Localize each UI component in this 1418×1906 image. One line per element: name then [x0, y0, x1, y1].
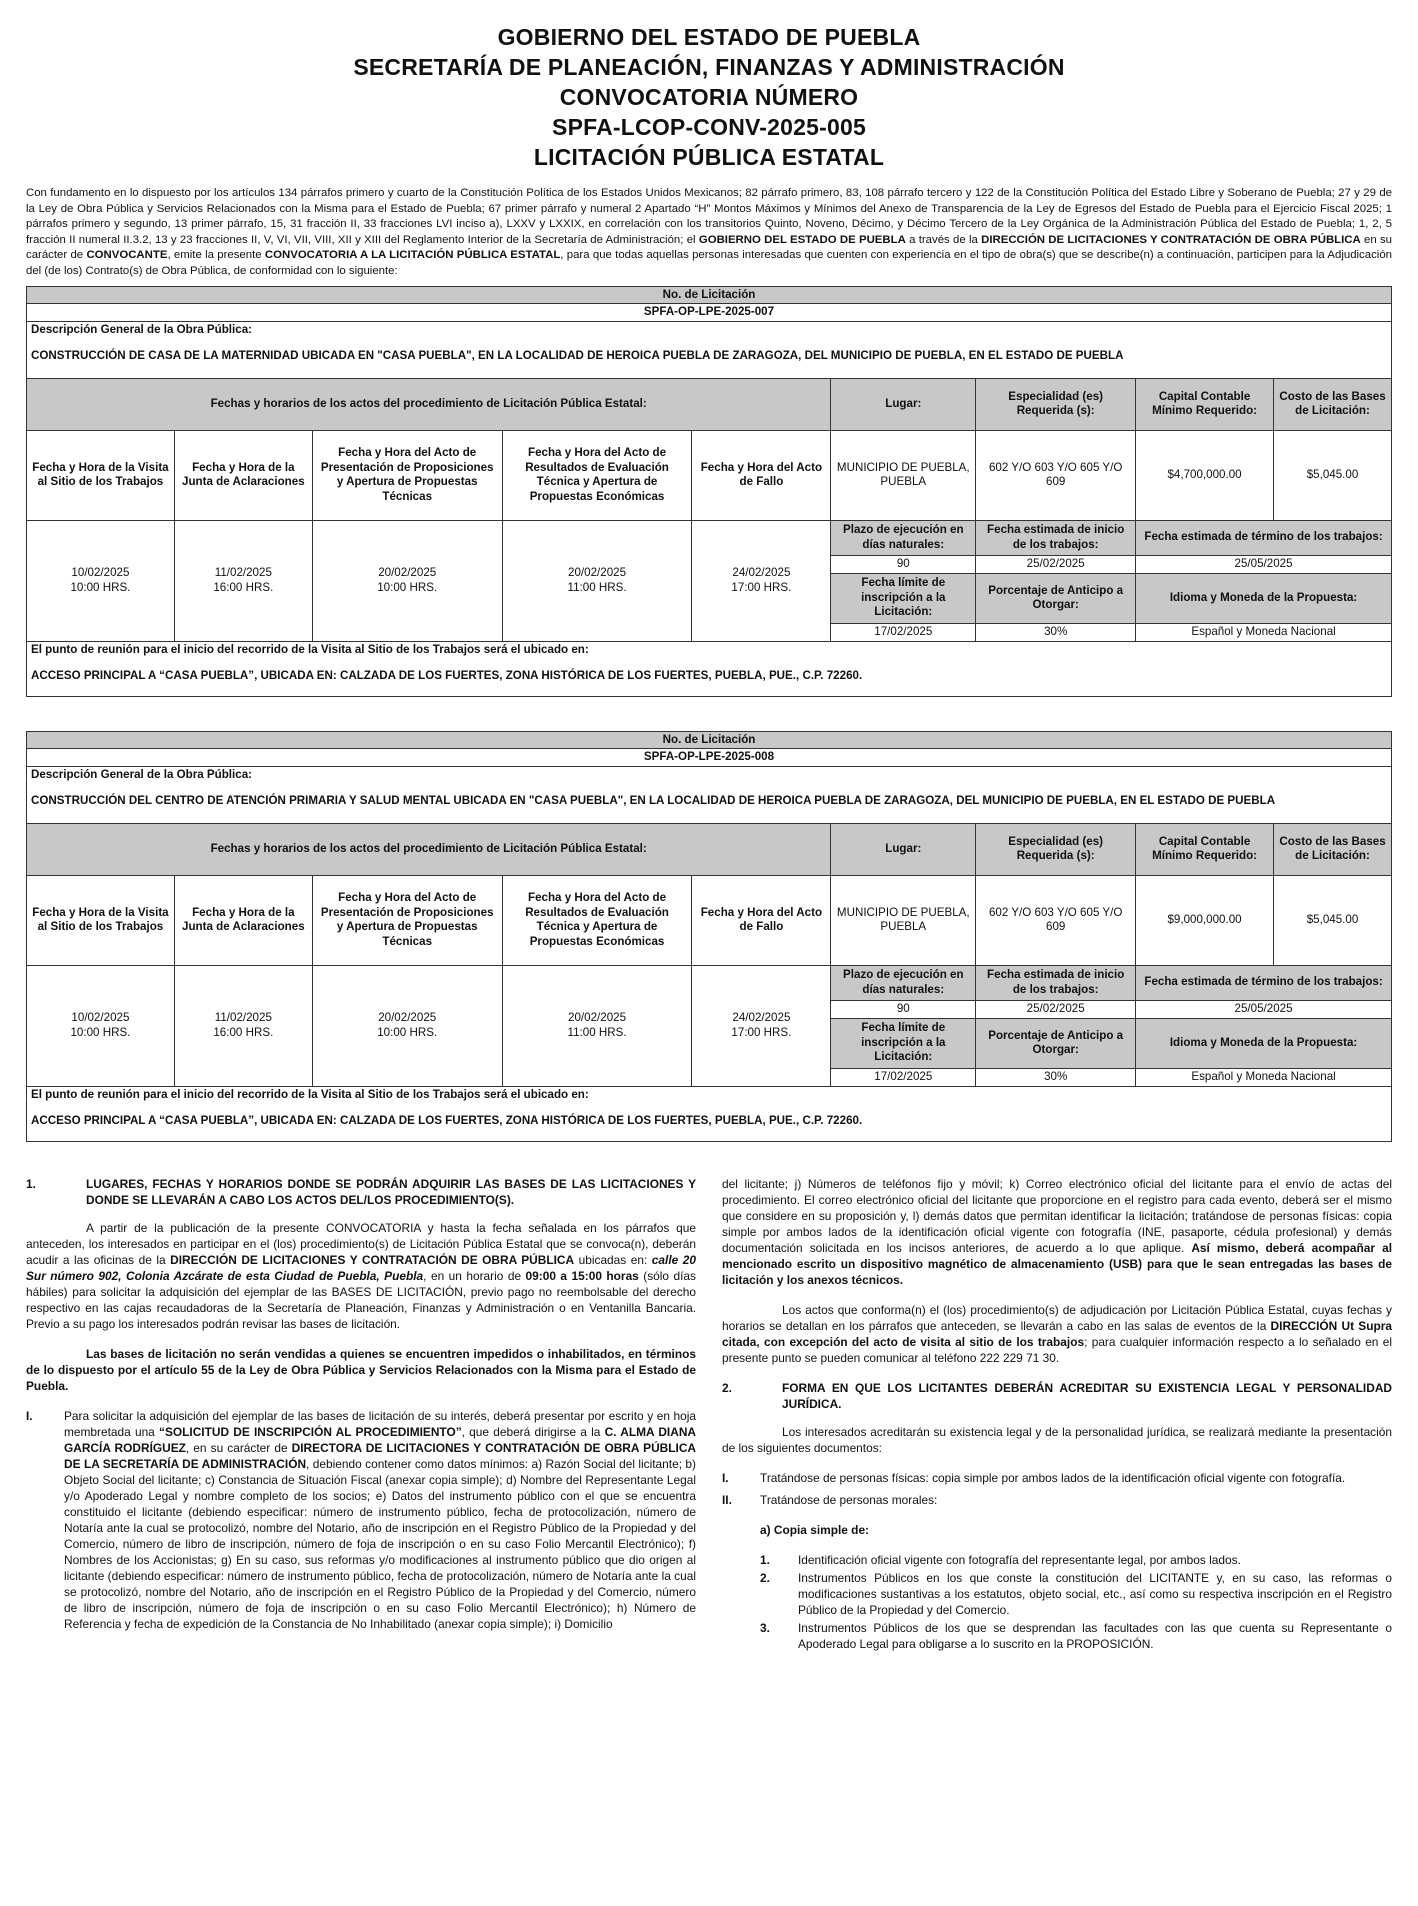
- item-text: Identificación oficial vigente con fotografía del representante legal, por ambos lados.: [798, 1552, 1241, 1567]
- time: 16:00 HRS.: [213, 580, 274, 594]
- inicio-value: 25/02/2025: [976, 555, 1136, 573]
- capital-value: $4,700,000.00: [1136, 430, 1274, 520]
- plazo-label: Plazo de ejecución en días naturales:: [831, 520, 976, 555]
- description-label: Descripción General de la Obra Pública:: [31, 322, 253, 336]
- time: 10:00 HRS.: [70, 580, 131, 594]
- right-column: [722, 1176, 1392, 1654]
- costo-label: Costo de las Bases de Licitación:: [1274, 378, 1392, 430]
- intro-bold-3: CONVOCANTE: [86, 249, 168, 262]
- bold-text: Así mismo, deberá acompañar al mencionado escrito un dispositivo magnético de almacenamiento (USB) para que le sean entregadas las bases de licitación y los anexos técnicos.: [722, 1240, 1392, 1287]
- presentacion-label: Fecha y Hora del Acto de Presentación de Proposiciones y Apertura de Propuestas Técnicas: [312, 875, 502, 965]
- date: 20/02/2025: [568, 566, 627, 580]
- fallo-label: Fecha y Hora del Acto de Fallo: [692, 875, 831, 965]
- plazo-value: 90: [831, 555, 976, 573]
- item-number: II.: [722, 1492, 732, 1507]
- fechas-header: Fechas y horarios de los actos del procedimiento de Licitación Pública Estatal:: [27, 378, 831, 430]
- termino-label: Fecha estimada de término de los trabajos:: [1136, 520, 1392, 555]
- plazo-value: 90: [831, 1000, 976, 1018]
- intro-text-3: en su carácter de: [26, 233, 1393, 262]
- presentacion-label: Fecha y Hora del Acto de Presentación de Proposiciones y Apertura de Propuestas Técnicas: [312, 430, 502, 520]
- limite-label: Fecha límite de inscripción a la Licitación:: [831, 1018, 976, 1068]
- visita-label: Fecha y Hora de la Visita al Sitio de los Trabajos: [27, 875, 175, 965]
- item-number: 2.: [760, 1570, 770, 1585]
- bold-text: C. ALMA DIANA GARCÍA RODRÍGUEZ: [64, 1424, 696, 1455]
- description-cell: [27, 766, 1392, 823]
- item-number: 3.: [760, 1620, 770, 1635]
- meeting-point-cell: [27, 641, 1392, 696]
- plazo-label: Plazo de ejecución en días naturales:: [831, 965, 976, 1000]
- fallo-label: Fecha y Hora del Acto de Fallo: [692, 430, 831, 520]
- especialidad-label: Especialidad (es) Requerida (s):: [976, 823, 1136, 875]
- section-2-heading: [722, 1380, 1392, 1412]
- schedule-text: 09:00 a 15:00 horas: [525, 1268, 639, 1283]
- intro-text-4: , emite la presente: [167, 249, 265, 262]
- junta-label: Fecha y Hora de la Junta de Aclaraciones: [174, 430, 312, 520]
- meeting-point-label: El punto de reunión para el inicio del recorrido de la Visita al Sitio de los Trabajos será el ubicado en:: [31, 642, 589, 656]
- licitacion-table-2: [26, 731, 1392, 1142]
- especialidad-value: 602 Y/O 603 Y/O 605 Y/O 609: [976, 875, 1136, 965]
- visita-value: [27, 520, 175, 641]
- header-line-3: CONVOCATORIA NÚMERO: [559, 84, 859, 110]
- time: 10:00 HRS.: [377, 580, 438, 594]
- idioma-label: Idioma y Moneda de la Propuesta:: [1136, 1018, 1392, 1068]
- meeting-point-cell: [27, 1086, 1392, 1141]
- bold-text: DIRECCIÓN DE LICITACIONES Y CONTRATACIÓN DE OBRA PÚBLICA: [170, 1252, 575, 1267]
- time: 11:00 HRS.: [567, 1025, 627, 1039]
- licitacion-number: SPFA-OP-LPE-2025-007: [27, 304, 1392, 322]
- limite-value: 17/02/2025: [831, 1068, 976, 1086]
- idioma-value: Español y Moneda Nacional: [1136, 1068, 1392, 1086]
- sub-item-3: [760, 1620, 1392, 1652]
- section-1-title: LUGARES, FECHAS Y HORARIOS DONDE SE PODRÁN ADQUIRIR LAS BASES DE LAS LICITACIONES Y DONDE SE LLEVARÁN A CABO LOS ACTOS DEL/LOS PROCEDIMIENTO(S).: [86, 1176, 696, 1207]
- item-right-II: [722, 1492, 1392, 1508]
- time: 10:00 HRS.: [70, 1025, 131, 1039]
- bold-text: DIRECCIÓN Ut Supra citada, con excepción del acto de visita al sitio de los trabajos: [722, 1318, 1392, 1349]
- text: (sólo días hábiles) para solicitar la adquisición del ejemplar de las BASES DE LICITACIÓN, previo pago no reembolsable del derecho respectivo en las cajas recaudadoras de la Secretaría de Planeación, Finanzas y Administración o en Ventanilla Bancaria. Previo a su pago los interesados podrán revisar las bases de licitación.: [26, 1268, 696, 1331]
- costo-label: Costo de las Bases de Licitación:: [1274, 823, 1392, 875]
- intro-text-2: a través de la: [905, 233, 982, 246]
- section-1-paragraph-1: [26, 1220, 696, 1332]
- header-line-1: GOBIERNO DEL ESTADO DE PUEBLA: [497, 24, 921, 50]
- inicio-label: Fecha estimada de inicio de los trabajos:: [976, 520, 1136, 555]
- text: ubicadas en:: [574, 1252, 652, 1267]
- lugar-label: Lugar:: [831, 823, 976, 875]
- left-column: [26, 1176, 696, 1654]
- junta-label: Fecha y Hora de la Junta de Aclaraciones: [174, 875, 312, 965]
- section-2-number: 2.: [722, 1380, 732, 1395]
- text: , en un horario de: [423, 1268, 526, 1283]
- date: 20/02/2025: [378, 566, 437, 580]
- item-text: Instrumentos Públicos en los que conste la constitución del LICITANTE y, en su caso, las reformas o modificaciones sustantivas a los estatutos, objeto social, etc., así como su respectiva inscripción en el Registro Público de la Propiedad y del Comercio.: [798, 1570, 1392, 1617]
- item-text: Instrumentos Públicos de los que se desprendan las facultades con las que cuenta su Representante o Apoderado Legal para obligarse a lo suscrito en la PROPOSICIÓN.: [798, 1620, 1392, 1651]
- bold-text: “SOLICITUD DE INSCRIPCIÓN AL PROCEDIMIENTO”: [159, 1424, 462, 1439]
- termino-value: 25/05/2025: [1136, 555, 1392, 573]
- limite-label: Fecha límite de inscripción a la Licitación:: [831, 573, 976, 623]
- intro-text-5: , para que todas aquellas personas interesadas que cuenten con experiencia en el tipo de obra(s) que se describe(n) a continuación, participen para la Adjudicación del (de los) Contrato(s) de Obra Pública, de conformidad con lo siguiente:: [26, 249, 1392, 277]
- sub-item-2: [760, 1570, 1392, 1618]
- costo-value: $5,045.00: [1274, 430, 1392, 520]
- description-text: CONSTRUCCIÓN DE CASA DE LA MATERNIDAD UBICADA EN "CASA PUEBLA", EN LA LOCALIDAD DE HEROICA PUEBLA DE ZARAGOZA, DEL MUNICIPIO DE PUEBLA, EN EL ESTADO DE PUEBLA: [31, 349, 1124, 363]
- fallo-value: [692, 965, 831, 1086]
- lugar-value: MUNICIPIO DE PUEBLA, PUEBLA: [831, 430, 976, 520]
- text: Los actos que conforma(n) el (los) procedimiento(s) de adjudicación por Licitación Pública Estatal, cuyas fechas y horarios se detallan en los párrafos que anteceden, se llevarán a cabo en las salas de eventos de la: [722, 1302, 1392, 1333]
- capital-label: Capital Contable Mínimo Requerido:: [1136, 378, 1274, 430]
- date: 24/02/2025: [732, 566, 791, 580]
- section-2-title: FORMA EN QUE LOS LICITANTES DEBERÁN ACREDITAR SU EXISTENCIA LEGAL Y PERSONALIDAD JURÍDICA.: [782, 1380, 1392, 1411]
- text: A partir de la publicación de la presente CONVOCATORIA y hasta la fecha señalada en los párrafos que anteceden, los interesados en participar en el (los) procedimiento(s) de Licitación Pública Estatal que se convoca(n), deberán acudir a las oficinas de la: [26, 1220, 696, 1267]
- meeting-point-label: El punto de reunión para el inicio del recorrido de la Visita al Sitio de los Trabajos será el ubicado en:: [31, 1087, 589, 1101]
- licitaciones-container: [26, 286, 1392, 1142]
- item-text: Tratándose de personas morales:: [760, 1492, 938, 1507]
- no-licitacion-label: No. de Licitación: [27, 731, 1392, 749]
- costo-value: $5,045.00: [1274, 875, 1392, 965]
- capital-label: Capital Contable Mínimo Requerido:: [1136, 823, 1274, 875]
- junta-value: [174, 965, 312, 1086]
- licitacion-table-1: [26, 286, 1392, 697]
- time: 17:00 HRS.: [731, 580, 792, 594]
- meeting-point-value: ACCESO PRINCIPAL A “CASA PUEBLA”, UBICADA EN: CALZADA DE LOS FUERTES, ZONA HISTÓRICA DE LOS FUERTES, PUEBLA, PUE., C.P. 72260.: [31, 1114, 863, 1128]
- bold-text: DIRECTORA DE LICITACIONES Y CONTRATACIÓN DE OBRA PÚBLICA DE LA SECRETARÍA DE ADMINISTRACIÓN: [64, 1440, 696, 1471]
- header-line-5: LICITACIÓN PÚBLICA ESTATAL: [533, 144, 885, 170]
- fechas-header: Fechas y horarios de los actos del procedimiento de Licitación Pública Estatal:: [27, 823, 831, 875]
- text: , que deberá dirigirse a la: [461, 1424, 605, 1439]
- visita-value: [27, 965, 175, 1086]
- document-header: [26, 22, 1392, 172]
- resultados-label: Fecha y Hora del Acto de Resultados de Evaluación Técnica y Apertura de Propuestas Económicas: [502, 875, 692, 965]
- limite-value: 17/02/2025: [831, 623, 976, 641]
- date: 10/02/2025: [71, 566, 130, 580]
- section-1-paragraph-2: Las bases de licitación no serán vendidas a quienes se encuentren impedidos o inhabilitados, en términos de lo dispuesto por el artículo 55 de la Ley de Obra Pública y Servicios Relacionados con la Misma para el Estado de Puebla.: [26, 1346, 696, 1393]
- meeting-point-value: ACCESO PRINCIPAL A “CASA PUEBLA”, UBICADA EN: CALZADA DE LOS FUERTES, ZONA HISTÓRICA DE LOS FUERTES, PUEBLA, PUE., C.P. 72260.: [31, 669, 863, 683]
- resultados-value: [502, 520, 692, 641]
- sub-a: a) Copia simple de:: [760, 1522, 870, 1537]
- intro-text-1: Con fundamento en lo dispuesto por los artículos 134 párrafos primero y cuarto de la Constitución Política de los Estados Unidos Mexicanos; 82 párrafo primero, 83, 108 párrafo tercero y 122 de la Constitución Política del Estado Libre y Soberano de Puebla; 27 y 29 de la Ley de Obra Pública y Servicios Relacionados con la Misma para el Estado de Puebla; 67 primer párrafo y numeral 2 Apartado “H” Montos Máximos y Mínimos del Anexo de Transparencia de la Ley de Egresos del Estado de Puebla para el Ejercicio Fiscal 2025; 1 párrafos primero y segundo, 13 primer párrafo, 15, 31 fracción II, 33 fracciones LVI inciso a), LXXV y LXXIX, en correlación con los transitorios Quinto, Noveno, Décimo, y Décimo Tercero de la Ley Orgánica de la Administración Pública del Estado de Puebla; 1, 2, 5 fracción II numeral II.3.2, 13 y 23 fracciones II, V, VI, VII, VIII, XII y XIII del Reglamento Interior de la Secretaría de Administración; el: [26, 187, 1392, 246]
- termino-label: Fecha estimada de término de los trabajos:: [1136, 965, 1392, 1000]
- presentacion-value: [312, 965, 502, 1086]
- time: 16:00 HRS.: [213, 1025, 274, 1039]
- description-cell: [27, 321, 1392, 378]
- anticipo-value: 30%: [976, 1068, 1136, 1086]
- header-line-4: SPFA-LCOP-CONV-2025-005: [552, 114, 866, 140]
- intro-paragraph: [26, 186, 1392, 280]
- date: 24/02/2025: [732, 1011, 791, 1025]
- sub-item-1: [760, 1552, 1392, 1568]
- lugar-label: Lugar:: [831, 378, 976, 430]
- right-paragraph-2: [722, 1302, 1392, 1366]
- item-number: 1.: [760, 1552, 770, 1567]
- item-I: [26, 1408, 696, 1632]
- text: del licitante; j) Números de teléfonos fijo y móvil; k) Correo electrónico oficial del licitante para el envío de actas del procedimiento. El correo electrónico oficial del licitante que proporcione en el registro para cada evento, deberá ser el mismo que considere en su proposición y, l) demás datos que permitan identificar la licitación; tratándose de personas físicas: copia simple por ambos lados de la identificación oficial vigente con fotografía (INE, pasaporte, cédula profesional) y demás documentación solicitada en los incisos anteriores, de acuerdo a lo que aplique.: [722, 1176, 1392, 1255]
- text: , en su carácter de: [185, 1440, 292, 1455]
- section-1-number: 1.: [26, 1176, 36, 1191]
- idioma-label: Idioma y Moneda de la Propuesta:: [1136, 573, 1392, 623]
- intro-bold-4: CONVOCATORIA A LA LICITACIÓN PÚBLICA ESTATAL: [264, 249, 561, 262]
- resultados-value: [502, 965, 692, 1086]
- junta-value: [174, 520, 312, 641]
- date: 11/02/2025: [214, 566, 272, 580]
- text: Para solicitar la adquisición del ejemplar de las bases de licitación de su interés, deberá presentar por escrito y en hoja membretada una: [64, 1408, 696, 1439]
- visita-label: Fecha y Hora de la Visita al Sitio de los Trabajos: [27, 430, 175, 520]
- presentacion-value: [312, 520, 502, 641]
- anticipo-label: Porcentaje de Anticipo a Otorgar:: [976, 1018, 1136, 1068]
- termino-value: 25/05/2025: [1136, 1000, 1392, 1018]
- body-columns: [26, 1176, 1392, 1654]
- lugar-value: MUNICIPIO DE PUEBLA, PUEBLA: [831, 875, 976, 965]
- especialidad-label: Especialidad (es) Requerida (s):: [976, 378, 1136, 430]
- text: ; para cualquier información respecto a lo señalado en el presente punto se pueden comunicar al teléfono 222 229 71 30.: [722, 1334, 1392, 1365]
- item-right-I: [722, 1470, 1392, 1486]
- no-licitacion-label: No. de Licitación: [27, 286, 1392, 304]
- time: 10:00 HRS.: [377, 1025, 438, 1039]
- inicio-label: Fecha estimada de inicio de los trabajos:: [976, 965, 1136, 1000]
- section-1-heading: [26, 1176, 696, 1208]
- date: 10/02/2025: [71, 1011, 130, 1025]
- item-text: Tratándose de personas físicas: copia simple por ambos lados de la identificación oficial vigente con fotografía.: [760, 1470, 1346, 1485]
- especialidad-value: 602 Y/O 603 Y/O 605 Y/O 609: [976, 430, 1136, 520]
- item-number: I.: [26, 1408, 33, 1423]
- licitacion-number: SPFA-OP-LPE-2025-008: [27, 749, 1392, 767]
- intro-bold-1: GOBIERNO DEL ESTADO DE PUEBLA: [698, 233, 906, 246]
- capital-value: $9,000,000.00: [1136, 875, 1274, 965]
- address-text: calle 20 Sur número 902, Colonia Azcárate de esta Ciudad de Puebla, Puebla: [26, 1252, 696, 1283]
- description-text: CONSTRUCCIÓN DEL CENTRO DE ATENCIÓN PRIMARIA Y SALUD MENTAL UBICADA EN "CASA PUEBLA", EN LA LOCALIDAD DE HEROICA PUEBLA DE ZARAGOZA, DEL MUNICIPIO DE PUEBLA, EN EL ESTADO DE PUEBLA: [31, 794, 1276, 808]
- item-number: I.: [722, 1470, 729, 1485]
- right-paragraph-1: [722, 1176, 1392, 1288]
- date: 20/02/2025: [378, 1011, 437, 1025]
- fallo-value: [692, 520, 831, 641]
- header-line-2: SECRETARÍA DE PLANEACIÓN, FINANZAS Y ADMINISTRACIÓN: [353, 54, 1065, 80]
- inicio-value: 25/02/2025: [976, 1000, 1136, 1018]
- date: 11/02/2025: [214, 1011, 272, 1025]
- date: 20/02/2025: [568, 1011, 627, 1025]
- time: 11:00 HRS.: [567, 580, 627, 594]
- table-spacer: [26, 697, 1392, 731]
- right-paragraph-3: Los interesados acreditarán su existencia legal y de la personalidad jurídica, se realizará mediante la presentación de los siguientes documentos:: [722, 1424, 1392, 1455]
- anticipo-label: Porcentaje de Anticipo a Otorgar:: [976, 573, 1136, 623]
- time: 17:00 HRS.: [731, 1025, 792, 1039]
- description-label: Descripción General de la Obra Pública:: [31, 767, 253, 781]
- anticipo-value: 30%: [976, 623, 1136, 641]
- text: , debiendo contener como datos mínimos: a) Razón Social del licitante; b) Objeto Social del licitante; c) Constancia de Situación Fiscal (anexar copia simple); d) Nombre del Representante Legal y/o Apoderado Legal y nombre completo de los socios; e) Datos del instrumento público con el que se encuentra constituido el licitante (debiendo especificar: número de instrumento público, fecha de protocolización, número de Notaría ante la cual se protocolizó, nombre del Notario, año de inscripción en el Registro Público de la Propiedad y del Comercio, número de libro de inscripción, número de foja de inscripción o en su caso Folio Mercantil Electrónico); f) Nombres de los Accionistas; g) En su caso, sus reformas y/o modificaciones al instrumento público que dio origen al licitante (debiendo especificar: número de instrumento público, fecha de protocolización, número de Notaría ante la cual se protocolizó, nombre del Notario, año de inscripción en el Registro Público de la Propiedad y del Comercio, número de libro de inscripción, número de foja de inscripción o en su caso Folio Mercantil Electrónico); h) Número de Referencia y fecha de expedición de la Constancia de No Inhabilitado (anexar copia simple); i) Domicilio: [64, 1456, 696, 1631]
- item-text: [64, 1408, 696, 1632]
- idioma-value: Español y Moneda Nacional: [1136, 623, 1392, 641]
- intro-bold-2: DIRECCIÓN DE LICITACIONES Y CONTRATACIÓN DE OBRA PÚBLICA: [981, 233, 1361, 246]
- resultados-label: Fecha y Hora del Acto de Resultados de Evaluación Técnica y Apertura de Propuestas Económicas: [502, 430, 692, 520]
